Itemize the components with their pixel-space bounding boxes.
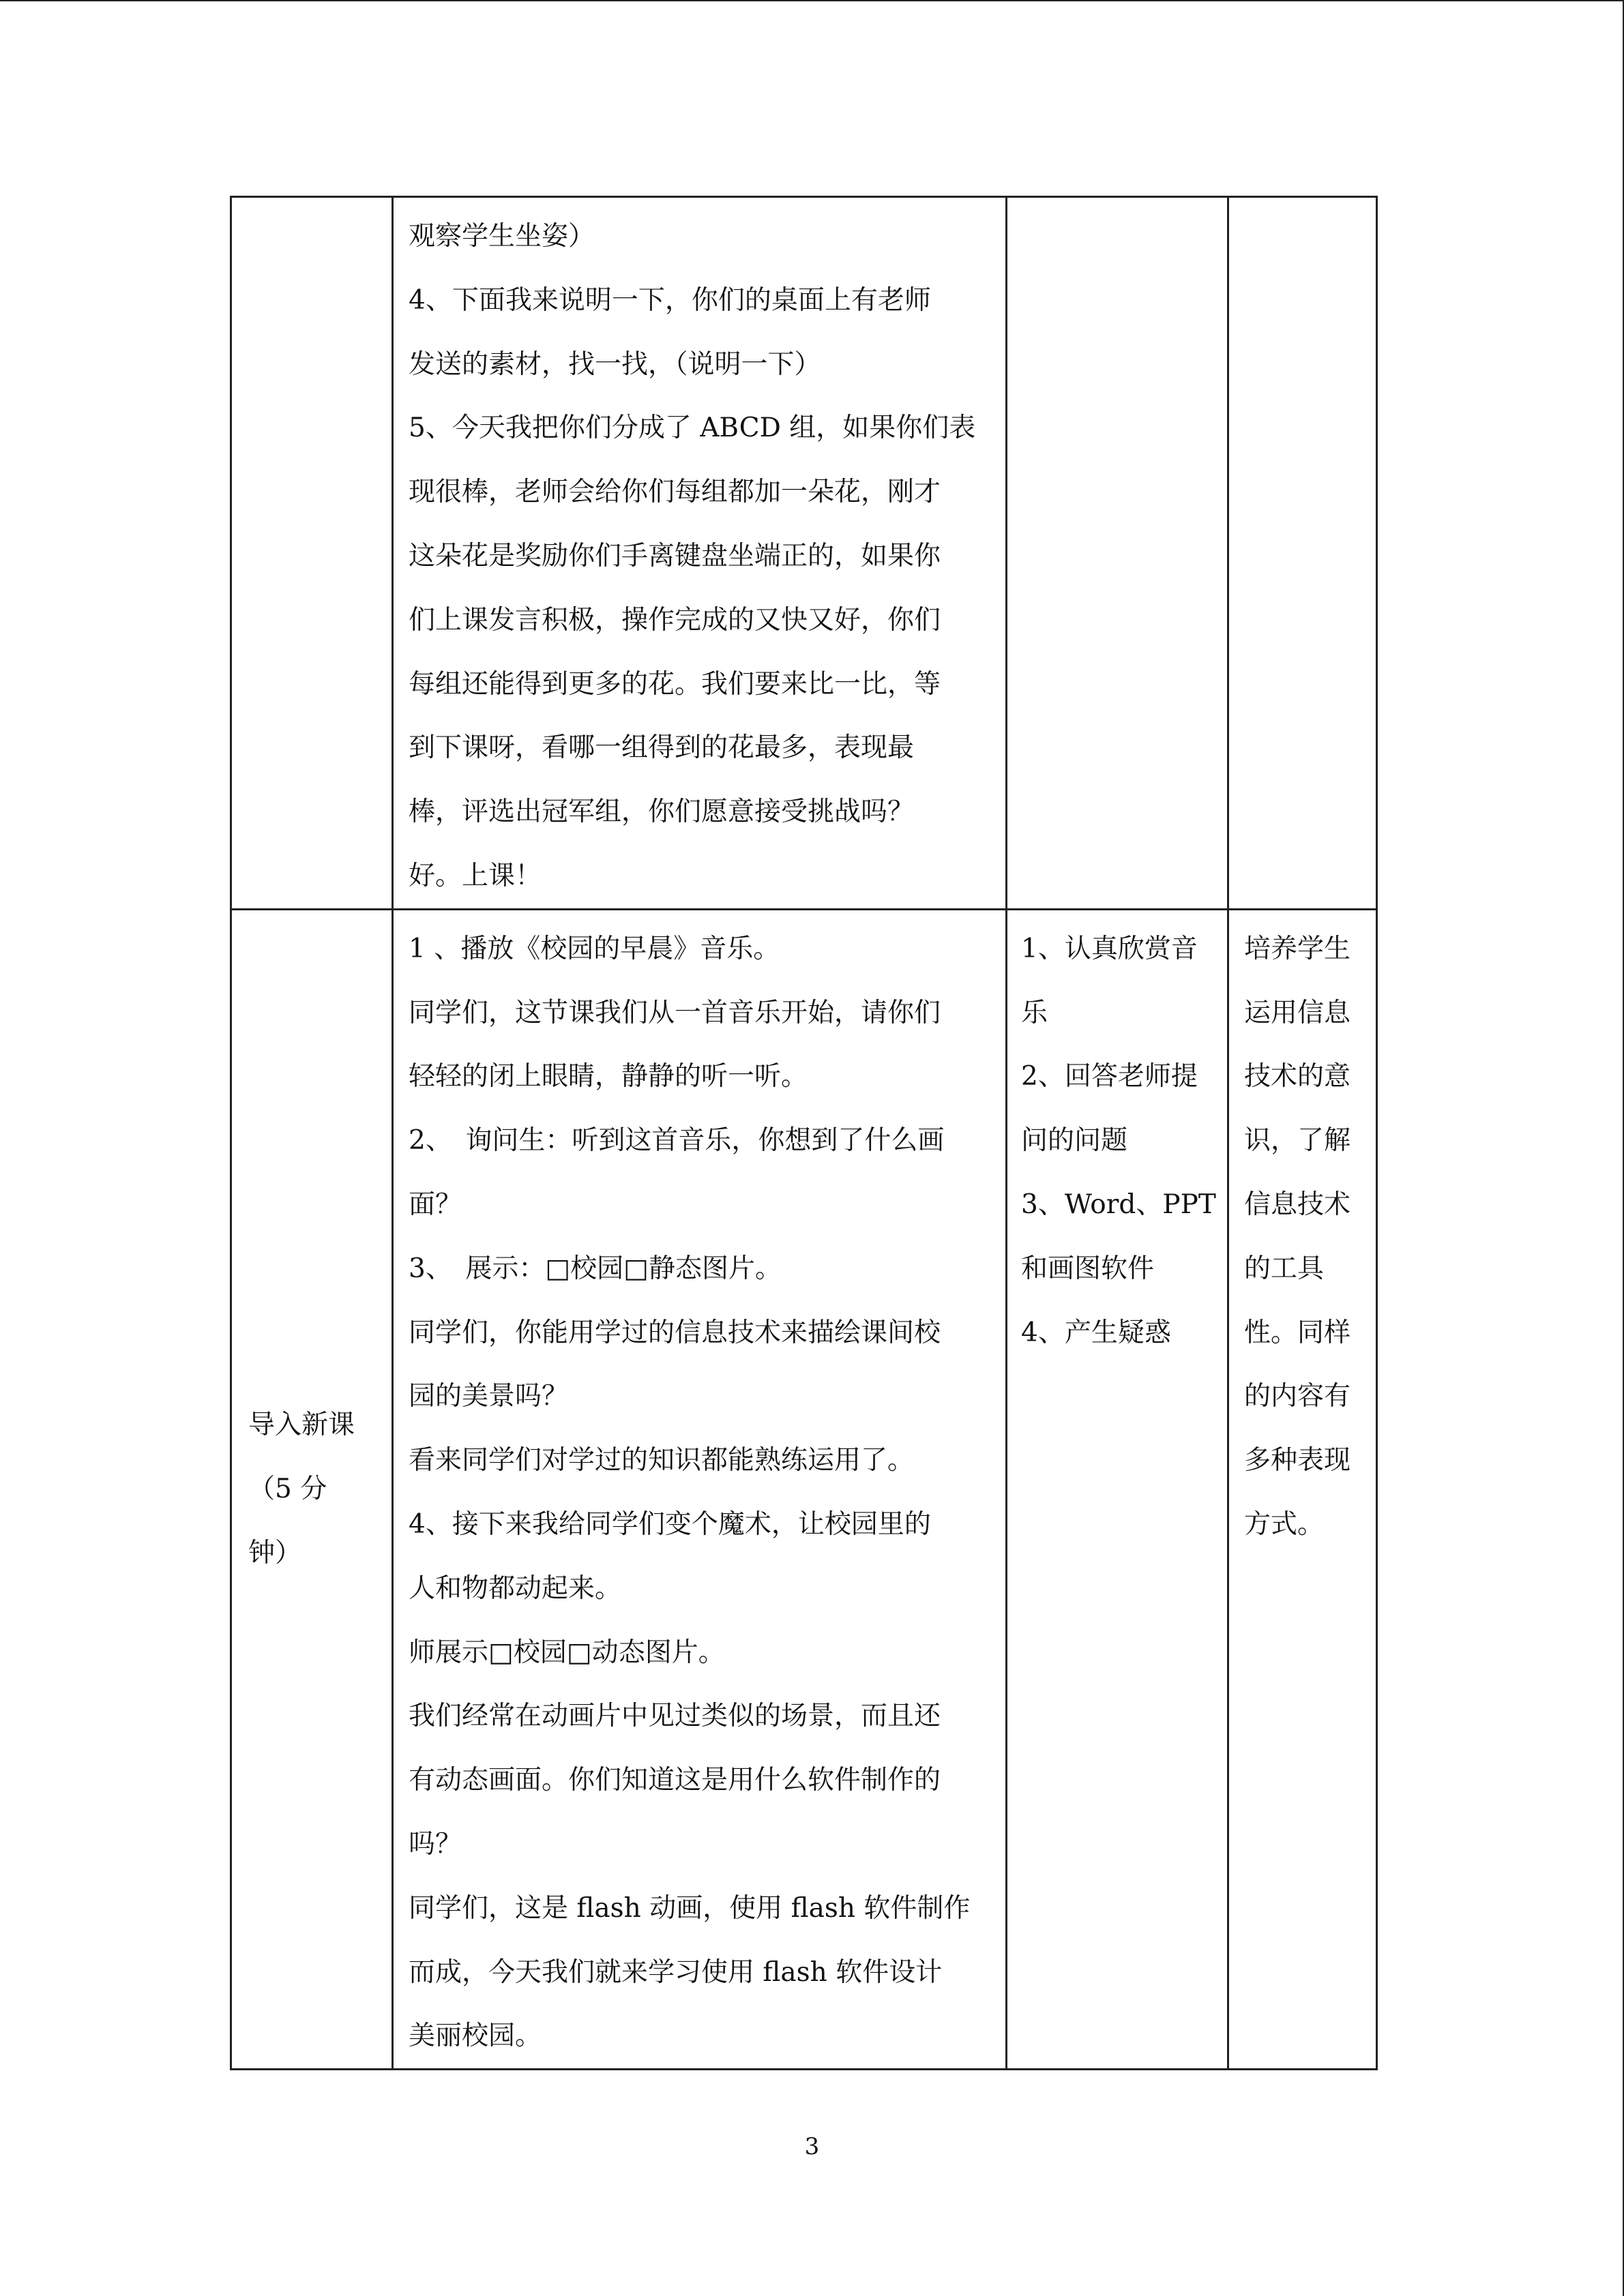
- text-line: 和画图软件: [1021, 1253, 1155, 1284]
- text-line: 培养学生: [1244, 933, 1351, 964]
- text-line: （5 分: [248, 1474, 327, 1505]
- text-line: 问的问题: [1021, 1125, 1128, 1157]
- text-line: 3、 展示：□校园□静态图片。: [409, 1253, 782, 1284]
- text-line: 师展示□校园□动态图片。: [409, 1637, 725, 1668]
- text-line: 面？: [409, 1189, 462, 1220]
- text-line: 轻轻的闭上眼睛，静静的听一听。: [409, 1061, 808, 1092]
- text-line: 乐: [1021, 997, 1048, 1028]
- text-line: 运用信息: [1244, 997, 1351, 1028]
- text-line: 现很棒，老师会给你们每组都加一朵花，刚才: [409, 477, 941, 508]
- text-line: 看来同学们对学过的知识都能熟练运用了。: [409, 1445, 915, 1476]
- text-line: 棒，评选出冠军组，你们愿意接受挑战吗？: [409, 796, 915, 828]
- stage-cell-empty: [231, 197, 393, 910]
- lesson-plan-table: [230, 196, 1378, 2070]
- teacher-activity-cell: [393, 909, 1007, 2069]
- text-line: 方式。: [1244, 1508, 1325, 1540]
- teacher-activity-cell: [393, 197, 1007, 910]
- text-line: 3、Word、PPT: [1021, 1189, 1216, 1220]
- text-line: 2、回答老师提: [1021, 1061, 1198, 1092]
- text-line: 的内容有: [1244, 1381, 1351, 1412]
- text-line: 园的美景吗？: [409, 1381, 569, 1412]
- text-line: 5、今天我把你们分成了 ABCD 组，如果你们表: [409, 413, 976, 444]
- text-line: 2、 询问生：听到这首音乐，你想到了什么画: [409, 1125, 945, 1157]
- text-line: 1、认真欣赏音: [1021, 933, 1198, 964]
- text-line: 4、产生疑惑: [1021, 1317, 1171, 1348]
- table-row: [231, 909, 1377, 2069]
- text-line: 们上课发言积极，操作完成的又快又好，你们: [409, 604, 941, 636]
- text-line: 这朵花是奖励你们手离键盘坐端正的，如果你: [409, 540, 941, 571]
- text-line: 导入新课: [248, 1410, 355, 1441]
- text-line: 多种表现: [1244, 1445, 1351, 1476]
- stage-cell: [231, 909, 393, 2069]
- text-line: 信息技术: [1244, 1189, 1351, 1220]
- page-number: 3: [804, 2133, 820, 2160]
- text-line: 好。上课！: [409, 860, 542, 891]
- text-line: 有动态画面。你们知道这是用什么软件制作的: [409, 1765, 941, 1796]
- text-line: 识，了解: [1244, 1125, 1351, 1157]
- text-line: 技术的意: [1244, 1061, 1351, 1092]
- text-line: 同学们，这节课我们从一首音乐开始，请你们: [409, 997, 941, 1028]
- text-line: 1 、播放《校园的早晨》音乐。: [409, 933, 780, 964]
- student-activity-cell: [1007, 197, 1228, 910]
- student-activity-cell: [1007, 909, 1228, 2069]
- text-line: 到下课呀，看哪一组得到的花最多，表现最: [409, 732, 915, 764]
- text-line: 发送的素材，找一找，（说明一下）: [409, 348, 821, 380]
- table-row: [231, 197, 1377, 910]
- design-intent-cell: [1228, 197, 1377, 910]
- text-line: 观察学生坐姿）: [409, 221, 595, 252]
- text-line: 4、下面我来说明一下，你们的桌面上有老师: [409, 284, 931, 316]
- text-line: 而成，今天我们就来学习使用 flash 软件设计: [409, 1956, 943, 1988]
- text-line: 吗？: [409, 1828, 462, 1860]
- text-line: 钟）: [248, 1537, 302, 1568]
- text-line: 的工具: [1244, 1253, 1325, 1284]
- text-line: 每组还能得到更多的花。我们要来比一比，等: [409, 668, 941, 700]
- design-intent-cell: [1228, 909, 1377, 2069]
- text-line: 人和物都动起来。: [409, 1572, 622, 1604]
- text-line: 同学们，你能用学过的信息技术来描绘课间校: [409, 1317, 941, 1348]
- text-line: 性。同样: [1244, 1317, 1351, 1348]
- text-line: 同学们，这是 flash 动画，使用 flash 软件制作: [409, 1892, 971, 1924]
- text-line: 4、接下来我给同学们变个魔术，让校园里的: [409, 1508, 931, 1540]
- text-line: 我们经常在动画片中见过类似的场景，而且还: [409, 1701, 941, 1732]
- text-line: 美丽校园。: [409, 2021, 542, 2052]
